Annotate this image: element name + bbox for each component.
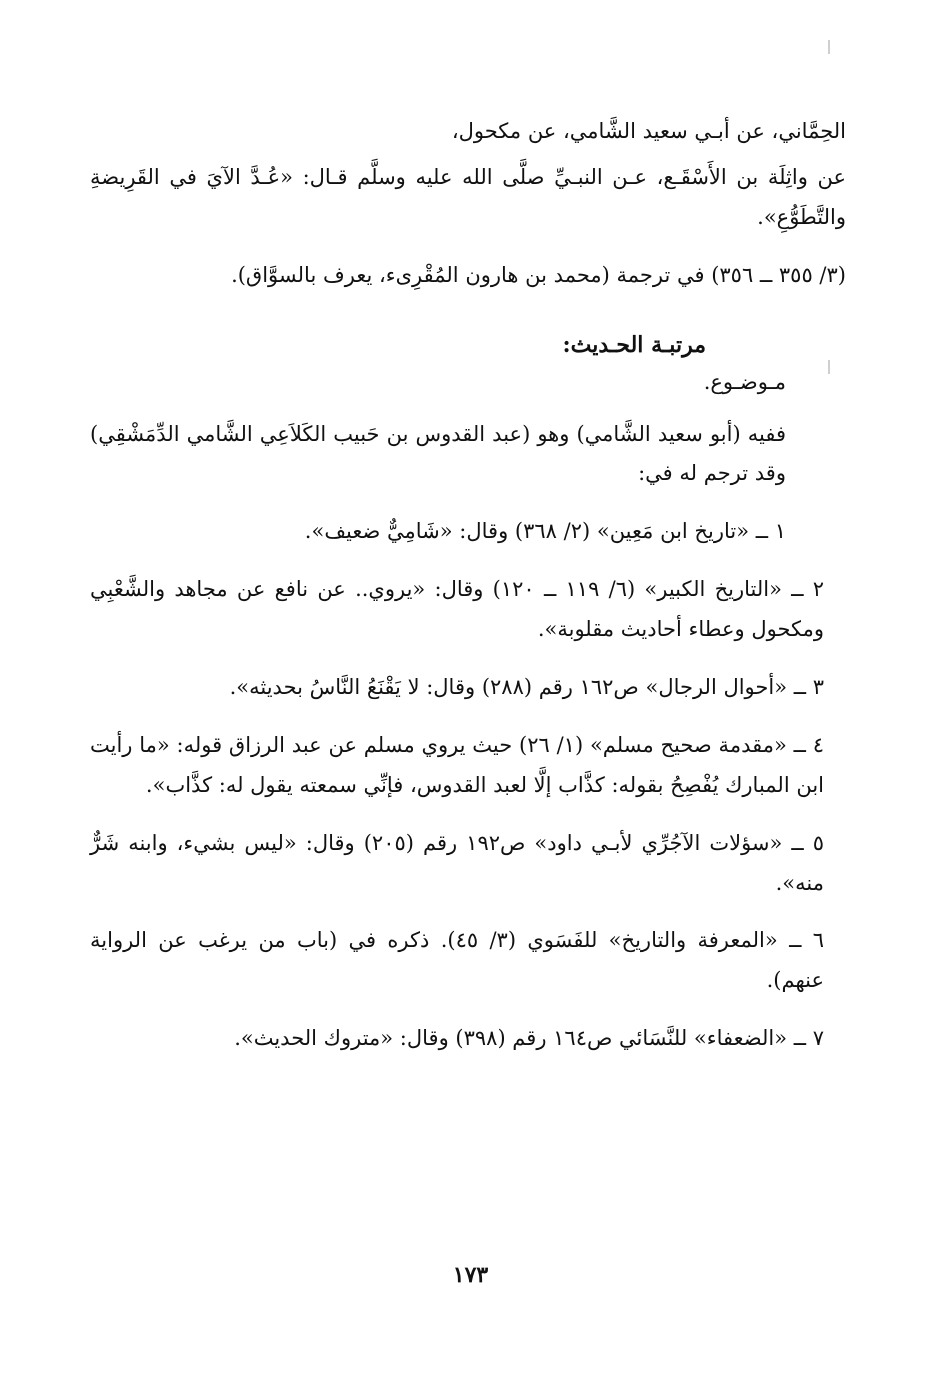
section-heading: مرتبـة الحـديث: [562, 331, 706, 358]
margin-mark-top [828, 40, 830, 54]
page-body [90, 112, 846, 1335]
hadith-text: عن واثِلَة بن الأَسْقَـع، عـن النبـيِّ صلَّى الله عليه وسلَّم قـال: «عُـدَّ الآيَ في القَرِيضةِ والتَّطَوُّعِ». [90, 164, 846, 229]
list-item-3: ٣ ــ «أحوال الرجال» ص١٦٢ رقم (٢٨٨) وقال: لا يَقْنَعُ النَّاسُ بحديثه». [229, 675, 824, 700]
grade-status: مـوضـوع. [703, 369, 786, 394]
list-item-1: ١ ــ «تاريخ ابن مَعِين» (٢/ ٣٦٨) وقال: «شَامِيٌّ ضعيف». [304, 519, 786, 544]
text-line-chain: الحِمَّاني، عن أبـي سعيد الشَّامي، عن مكحول، [451, 119, 846, 143]
list-item-5: ٥ ــ «سؤلات الآجُرِّي لأبـي داود» ص١٩٢ رقم (٢٠٥) وقال: «ليس بشيء، وابنه شَرٌّ منه». [90, 830, 824, 895]
source-reference: (٣/ ٣٥٥ ــ ٣٥٦) في ترجمة (محمد بن هارون المُقْرِىء، يعرف بالسوَّاق). [231, 262, 846, 287]
list-item-7: ٧ ــ «الضعفاء» للنَّسَائي ص١٦٤ رقم (٣٩٨) وقال: «متروك الحديث». [234, 1026, 824, 1051]
narrator-paragraph: ففيه (أبو سعيد الشَّامي) وهو (عبد القدوس بن حَبيب الكَلاَعِي الشَّامي الدِّمَشْقِي) وقد ترجم له في: [90, 421, 786, 486]
list-item-6: ٦ ــ «المعرفة والتاريخ» للفَسَوي (٣/ ٤٥). ذكره في (باب من يرغب عن الرواية عنهم). [90, 928, 824, 993]
list-item-4: ٤ ــ «مقدمة صحيح مسلم» (١/ ٢٦) حيث يروي مسلم عن عبد الرزاق قوله: «ما رأيت ابن المبارك يُفْصِحُ بقوله: كذَّاب إلَّا لعبد القدوس، فإنِّي سمعته يقول له: كذَّاب». [90, 732, 824, 797]
list-item-2: ٢ ــ «التاريخ الكبير» (٦/ ١١٩ ــ ١٢٠) وقال: «يروي.. عن نافع عن مجاهد والشَّعْبِي ومكحول وعطاء أحاديث مقلوبة». [90, 577, 825, 642]
page-number: ١٧٣ [452, 1262, 489, 1288]
